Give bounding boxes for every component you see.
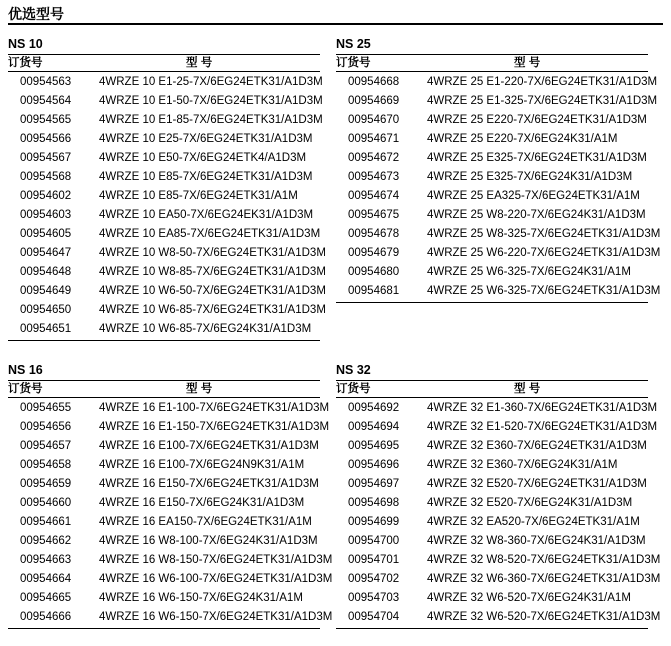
model-code: 4WRZE 10 E1-50-7X/6EG24ETK31/A1D3M <box>99 95 323 107</box>
title-rule <box>8 23 663 25</box>
model-code: 4WRZE 25 W6-325-7X/6EG24ETK31/A1D3M <box>427 285 661 297</box>
order-number: 00954696 <box>348 459 400 471</box>
model-code: 4WRZE 10 W6-85-7X/6EG24K31/A1D3M <box>99 323 312 335</box>
table-row <box>8 608 333 627</box>
table-row <box>8 168 320 187</box>
model-code: 4WRZE 10 W8-85-7X/6EG24ETK31/A1D3M <box>99 266 326 278</box>
order-number: 00954679 <box>348 247 400 259</box>
model-code: 4WRZE 10 E25-7X/6EG24ETK31/A1D3M <box>99 133 313 145</box>
table-row <box>8 551 333 570</box>
order-number: 00954668 <box>348 76 400 88</box>
table-row <box>8 130 320 149</box>
model-code: 4WRZE 16 E1-150-7X/6EG24ETK31/A1D3M <box>99 421 330 433</box>
model-code: 4WRZE 32 E520-7X/6EG24K31/A1D3M <box>427 497 633 509</box>
table-row <box>8 282 326 301</box>
table-row <box>336 225 661 244</box>
table-row <box>336 282 661 301</box>
order-number: 00954664 <box>20 573 72 585</box>
model-code: 4WRZE 32 W6-520-7X/6EG24K31/A1M <box>427 592 631 604</box>
order-number: 00954669 <box>348 95 400 107</box>
table-row <box>336 532 648 551</box>
table-body <box>336 398 661 627</box>
order-number: 00954702 <box>348 573 400 585</box>
order-number: 00954663 <box>20 554 72 566</box>
section-ns32 <box>336 362 661 629</box>
model-code: 4WRZE 25 E220-7X/6EG24K31/A1M <box>427 133 618 145</box>
model-code: 4WRZE 10 EA50-7X/6EG24EK31/A1D3M <box>99 209 314 221</box>
model-code: 4WRZE 25 E1-325-7X/6EG24ETK31/A1D3M <box>427 95 658 107</box>
model-code: 4WRZE 25 W6-220-7X/6EG24ETK31/A1D3M <box>427 247 661 259</box>
table-row <box>8 263 326 282</box>
model-code: 4WRZE 16 E150-7X/6EG24ETK31/A1D3M <box>99 478 319 490</box>
model-code: 4WRZE 32 E1-360-7X/6EG24ETK31/A1D3M <box>427 402 658 414</box>
order-number: 00954605 <box>20 228 72 240</box>
table-row <box>336 92 658 111</box>
model-code: 4WRZE 16 EA150-7X/6EG24ETK31/A1M <box>99 516 312 528</box>
table-row <box>8 570 333 589</box>
column-header-type: 型 号 <box>186 383 213 395</box>
table-row <box>8 225 320 244</box>
model-code: 4WRZE 16 W6-100-7X/6EG24ETK31/A1D3M <box>99 573 333 585</box>
column-header-type: 型 号 <box>186 57 213 69</box>
order-number: 00954673 <box>348 171 400 183</box>
order-number: 00954657 <box>20 440 72 452</box>
table-row <box>8 437 320 456</box>
column-header-type: 型 号 <box>514 57 541 69</box>
model-code: 4WRZE 10 EA85-7X/6EG24ETK31/A1D3M <box>99 228 321 240</box>
order-number: 00954704 <box>348 611 400 623</box>
order-number: 00954659 <box>20 478 72 490</box>
order-number: 00954651 <box>20 323 72 335</box>
model-code: 4WRZE 25 EA325-7X/6EG24ETK31/A1M <box>427 190 640 202</box>
model-code: 4WRZE 25 E220-7X/6EG24ETK31/A1D3M <box>427 114 647 126</box>
column-header-type: 型 号 <box>514 383 541 395</box>
table-row <box>8 513 320 532</box>
table-row <box>336 168 648 187</box>
order-number: 00954661 <box>20 516 72 528</box>
order-number: 00954701 <box>348 554 400 566</box>
model-code: 4WRZE 25 E1-220-7X/6EG24ETK31/A1D3M <box>427 76 658 88</box>
order-number: 00954703 <box>348 592 400 604</box>
order-number: 00954568 <box>20 171 72 183</box>
table-row <box>8 456 320 475</box>
table-row <box>336 608 661 627</box>
model-code: 4WRZE 10 E50-7X/6EG24ETK4/A1D3M <box>99 152 307 164</box>
model-code: 4WRZE 16 W6-150-7X/6EG24K31/A1M <box>99 592 303 604</box>
table-body <box>8 398 333 627</box>
model-code: 4WRZE 32 W6-360-7X/6EG24ETK31/A1D3M <box>427 573 661 585</box>
table-row <box>8 73 323 92</box>
order-number: 00954692 <box>348 402 400 414</box>
model-code: 4WRZE 10 W6-50-7X/6EG24ETK31/A1D3M <box>99 285 326 297</box>
order-number: 00954698 <box>348 497 400 509</box>
order-number: 00954671 <box>348 133 400 145</box>
table-end-rule <box>8 340 320 341</box>
order-number: 00954564 <box>20 95 72 107</box>
model-code: 4WRZE 16 E100-7X/6EG24ETK31/A1D3M <box>99 440 319 452</box>
table-row <box>336 130 648 149</box>
column-header-code: 订货号 <box>336 383 371 395</box>
table-body <box>336 72 661 301</box>
model-code: 4WRZE 16 E1-100-7X/6EG24ETK31/A1D3M <box>99 402 330 414</box>
table-row <box>8 532 320 551</box>
order-number: 00954666 <box>20 611 72 623</box>
table-row <box>8 475 320 494</box>
table-row <box>336 551 661 570</box>
section-ns10 <box>8 36 326 341</box>
order-number: 00954602 <box>20 190 72 202</box>
order-number: 00954565 <box>20 114 72 126</box>
table-end-rule <box>336 628 648 629</box>
order-number: 00954566 <box>20 133 72 145</box>
order-number: 00954660 <box>20 497 72 509</box>
model-code: 4WRZE 32 E360-7X/6EG24ETK31/A1D3M <box>427 440 647 452</box>
table-row <box>336 456 648 475</box>
model-code: 4WRZE 32 E360-7X/6EG24K31/A1M <box>427 459 618 471</box>
model-code: 4WRZE 16 W8-150-7X/6EG24ETK31/A1D3M <box>99 554 333 566</box>
table-header <box>8 380 320 398</box>
table-row <box>336 149 648 168</box>
model-code: 4WRZE 10 E85-7X/6EG24ETK31/A1D3M <box>99 171 313 183</box>
column-header-code: 订货号 <box>336 57 371 69</box>
table-row <box>8 244 326 263</box>
model-code: 4WRZE 25 W6-325-7X/6EG24K31/A1M <box>427 266 631 278</box>
model-code: 4WRZE 10 W6-85-7X/6EG24ETK31/A1D3M <box>99 304 326 316</box>
table-row <box>336 206 648 225</box>
table-row <box>8 92 323 111</box>
table-row <box>336 263 648 282</box>
model-code: 4WRZE 32 W8-520-7X/6EG24ETK31/A1D3M <box>427 554 661 566</box>
model-code: 4WRZE 25 W8-220-7X/6EG24K31/A1D3M <box>427 209 646 221</box>
order-number: 00954670 <box>348 114 400 126</box>
order-number: 00954647 <box>20 247 72 259</box>
order-number: 00954662 <box>20 535 72 547</box>
model-code: 4WRZE 32 W8-360-7X/6EG24K31/A1D3M <box>427 535 646 547</box>
order-number: 00954658 <box>20 459 72 471</box>
model-code: 4WRZE 16 W6-150-7X/6EG24ETK31/A1D3M <box>99 611 333 623</box>
table-body <box>8 72 326 339</box>
table-end-rule <box>8 628 320 629</box>
page-title: 优选型号 <box>8 6 64 22</box>
table-row <box>8 187 320 206</box>
table-row <box>336 589 648 608</box>
model-code: 4WRZE 25 W8-325-7X/6EG24ETK31/A1D3M <box>427 228 661 240</box>
table-row <box>336 111 648 130</box>
order-number: 00954699 <box>348 516 400 528</box>
model-code: 4WRZE 16 W8-100-7X/6EG24K31/A1D3M <box>99 535 318 547</box>
table-end-rule <box>336 302 648 303</box>
table-row <box>8 206 320 225</box>
order-number: 00954648 <box>20 266 72 278</box>
section-title: NS 25 <box>336 37 371 51</box>
table-row <box>336 418 658 437</box>
table-header <box>336 380 648 398</box>
order-number: 00954665 <box>20 592 72 604</box>
section-title: NS 10 <box>8 37 43 51</box>
order-number: 00954697 <box>348 478 400 490</box>
order-number: 00954694 <box>348 421 400 433</box>
model-code: 4WRZE 32 W6-520-7X/6EG24ETK31/A1D3M <box>427 611 661 623</box>
section-ns16 <box>8 362 333 629</box>
table-row <box>336 244 661 263</box>
order-number: 00954656 <box>20 421 72 433</box>
order-number: 00954695 <box>348 440 400 452</box>
order-number: 00954567 <box>20 152 72 164</box>
table-row <box>8 320 320 339</box>
model-code: 4WRZE 16 E100-7X/6EG24N9K31/A1M <box>99 459 305 471</box>
order-number: 00954675 <box>348 209 400 221</box>
model-code: 4WRZE 10 E1-85-7X/6EG24ETK31/A1D3M <box>99 114 323 126</box>
table-row <box>336 399 658 418</box>
model-code: 4WRZE 32 E520-7X/6EG24ETK31/A1D3M <box>427 478 647 490</box>
table-row <box>8 111 323 130</box>
model-code: 4WRZE 32 E1-520-7X/6EG24ETK31/A1D3M <box>427 421 658 433</box>
section-title: NS 32 <box>336 363 371 377</box>
table-header <box>336 54 648 72</box>
order-number: 00954681 <box>348 285 400 297</box>
table-row <box>336 570 661 589</box>
model-code: 4WRZE 10 W8-50-7X/6EG24ETK31/A1D3M <box>99 247 326 259</box>
model-code: 4WRZE 25 E325-7X/6EG24K31/A1D3M <box>427 171 633 183</box>
order-number: 00954655 <box>20 402 72 414</box>
table-row <box>8 418 330 437</box>
table-row <box>336 437 648 456</box>
table-row <box>8 494 320 513</box>
table-row <box>8 149 320 168</box>
table-row <box>336 187 648 206</box>
table-row <box>336 73 658 92</box>
table-row <box>8 301 326 320</box>
order-number: 00954649 <box>20 285 72 297</box>
model-code: 4WRZE 10 E85-7X/6EG24ETK31/A1M <box>99 190 298 202</box>
order-number: 00954672 <box>348 152 400 164</box>
column-header-code: 订货号 <box>8 57 43 69</box>
table-row <box>8 589 320 608</box>
section-title: NS 16 <box>8 363 43 377</box>
table-row <box>336 475 648 494</box>
order-number: 00954563 <box>20 76 72 88</box>
table-row <box>8 399 330 418</box>
table-row <box>336 494 648 513</box>
model-code: 4WRZE 25 E325-7X/6EG24ETK31/A1D3M <box>427 152 647 164</box>
order-number: 00954674 <box>348 190 400 202</box>
order-number: 00954650 <box>20 304 72 316</box>
model-code: 4WRZE 16 E150-7X/6EG24K31/A1D3M <box>99 497 305 509</box>
table-row <box>336 513 648 532</box>
model-code: 4WRZE 10 E1-25-7X/6EG24ETK31/A1D3M <box>99 76 323 88</box>
model-code: 4WRZE 32 EA520-7X/6EG24ETK31/A1M <box>427 516 640 528</box>
order-number: 00954678 <box>348 228 400 240</box>
order-number: 00954603 <box>20 209 72 221</box>
table-header <box>8 54 320 72</box>
section-ns25 <box>336 36 661 303</box>
order-number: 00954700 <box>348 535 400 547</box>
column-header-code: 订货号 <box>8 383 43 395</box>
order-number: 00954680 <box>348 266 400 278</box>
